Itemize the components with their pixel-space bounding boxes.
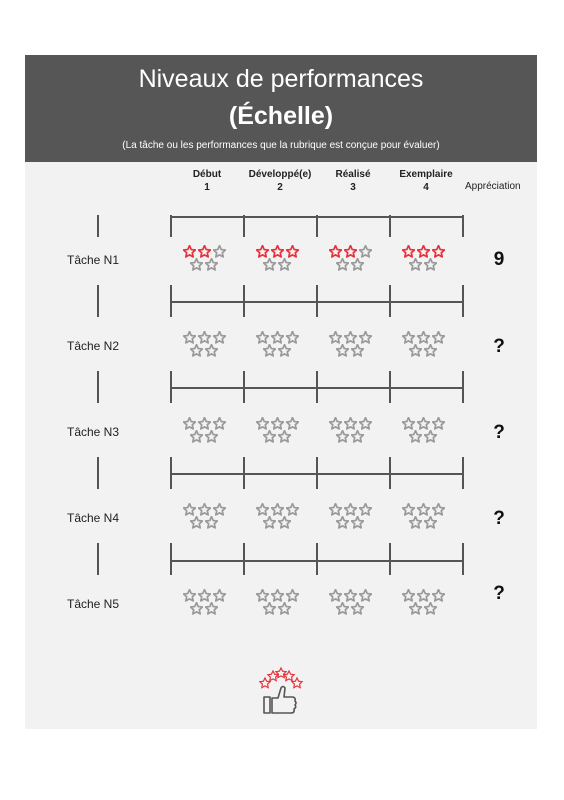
star-icon: [329, 331, 342, 344]
star-icon: [263, 602, 276, 615]
level-number: 1: [204, 182, 210, 193]
star-icon: [359, 245, 372, 258]
star-icon: [432, 417, 445, 430]
star-icon: [256, 417, 269, 430]
star-icon: [409, 344, 422, 357]
star-rating-cell[interactable]: [402, 589, 450, 617]
star-icon: [359, 589, 372, 602]
thumbs-up-with-stars-icon: [257, 664, 305, 716]
star-icon: [256, 245, 269, 258]
star-icon: [286, 417, 299, 430]
task-label: Tâche N1: [67, 253, 120, 267]
star-icon: [190, 258, 203, 271]
star-rating-cell[interactable]: [256, 589, 304, 617]
star-rating-cell[interactable]: [329, 417, 377, 445]
task-score: 9: [493, 249, 505, 270]
star-icon: [271, 503, 284, 516]
star-icon: [351, 430, 364, 443]
level-name: Début: [192, 169, 222, 180]
level-header-4: [386, 168, 466, 194]
star-rating-cell[interactable]: [183, 331, 231, 359]
star-rating-cell[interactable]: [256, 417, 304, 445]
star-icon: [432, 331, 445, 344]
star-icon: [271, 417, 284, 430]
star-rating-cell[interactable]: [329, 589, 377, 617]
grid-vertical-line: [97, 457, 99, 489]
grid-horizontal-line: [170, 560, 463, 562]
task-score: ?: [493, 422, 505, 443]
star-icon: [198, 417, 211, 430]
star-icon: [183, 417, 196, 430]
page-description: (La tâche ou les performances que la rubrique est conçue pour évaluer): [122, 140, 440, 151]
star-icon: [432, 589, 445, 602]
grid-vertical-line: [389, 215, 391, 237]
star-icon: [213, 503, 226, 516]
star-icon: [329, 417, 342, 430]
task-score: ?: [493, 508, 505, 529]
star-icon: [424, 602, 437, 615]
level-name: Exemplaire: [399, 169, 453, 180]
star-icon: [198, 245, 211, 258]
star-rating-cell[interactable]: [183, 417, 231, 445]
star-icon: [329, 245, 342, 258]
star-icon: [286, 589, 299, 602]
grid-vertical-line: [243, 215, 245, 237]
star-icon: [205, 344, 218, 357]
star-icon: [271, 331, 284, 344]
star-rating-cell[interactable]: [402, 331, 450, 359]
task-label: Tâche N4: [67, 511, 120, 525]
grid-vertical-line: [462, 215, 464, 237]
star-icon: [409, 258, 422, 271]
star-icon: [359, 503, 372, 516]
star-icon: [344, 331, 357, 344]
star-rating-cell[interactable]: [256, 331, 304, 359]
star-icon: [336, 430, 349, 443]
header-banner: [25, 55, 537, 162]
star-icon: [183, 503, 196, 516]
star-rating-cell[interactable]: [183, 503, 231, 531]
star-rating-cell[interactable]: [329, 331, 377, 359]
star-icon: [213, 417, 226, 430]
grid-horizontal-line: [170, 216, 463, 218]
level-name: Développé(e): [248, 169, 312, 180]
star-rating-cell[interactable]: [329, 503, 377, 531]
star-rating-cell[interactable]: [402, 245, 450, 273]
grid-vertical-line: [170, 543, 172, 575]
grid-vertical-line: [170, 215, 172, 237]
star-icon: [409, 430, 422, 443]
star-icon: [351, 516, 364, 529]
star-icon: [271, 245, 284, 258]
grid-vertical-line: [97, 285, 99, 317]
appreciation-header: Appréciation: [465, 181, 521, 192]
star-icon: [205, 258, 218, 271]
star-icon: [256, 331, 269, 344]
star-icon: [432, 503, 445, 516]
star-icon: [213, 331, 226, 344]
star-icon: [344, 245, 357, 258]
level-header-2: [240, 168, 320, 194]
star-icon: [417, 245, 430, 258]
star-icon: [263, 258, 276, 271]
star-icon: [351, 344, 364, 357]
star-icon: [278, 516, 291, 529]
star-icon: [417, 331, 430, 344]
star-icon: [417, 417, 430, 430]
star-icon: [278, 344, 291, 357]
task-score: ?: [493, 583, 505, 604]
star-icon: [256, 589, 269, 602]
task-label: Tâche N5: [67, 597, 120, 611]
star-icon: [278, 602, 291, 615]
star-icon: [336, 516, 349, 529]
star-icon: [424, 430, 437, 443]
star-icon: [344, 417, 357, 430]
star-icon: [344, 503, 357, 516]
star-icon: [205, 602, 218, 615]
star-icon: [190, 430, 203, 443]
star-rating-cell[interactable]: [183, 589, 231, 617]
star-rating-cell[interactable]: [183, 245, 231, 273]
star-icon: [402, 331, 415, 344]
star-icon: [256, 503, 269, 516]
star-icon: [329, 503, 342, 516]
level-header-1: [167, 168, 247, 194]
star-icon: [409, 516, 422, 529]
star-icon: [336, 258, 349, 271]
task-score: ?: [493, 336, 505, 357]
star-icon: [205, 516, 218, 529]
grid-vertical-line: [97, 215, 99, 237]
task-label: Tâche N2: [67, 339, 120, 353]
star-icon: [336, 602, 349, 615]
star-icon: [344, 589, 357, 602]
level-number: 2: [277, 182, 283, 193]
grid-vertical-line: [97, 543, 99, 575]
star-icon: [205, 430, 218, 443]
star-icon: [417, 503, 430, 516]
star-icon: [213, 245, 226, 258]
star-icon: [329, 589, 342, 602]
grid-horizontal-line: [170, 473, 463, 475]
star-icon: [278, 258, 291, 271]
star-icon: [286, 503, 299, 516]
star-icon: [286, 331, 299, 344]
star-icon: [351, 602, 364, 615]
grid-vertical-line: [97, 371, 99, 403]
page-title: Niveaux de performances: [138, 65, 424, 93]
star-icon: [278, 430, 291, 443]
star-rating-cell[interactable]: [402, 417, 450, 445]
star-icon: [190, 344, 203, 357]
star-icon: [402, 245, 415, 258]
grid-horizontal-line: [170, 301, 463, 303]
grid-vertical-line: [316, 215, 318, 237]
star-icon: [286, 245, 299, 258]
star-icon: [263, 430, 276, 443]
star-icon: [409, 602, 422, 615]
star-icon: [424, 516, 437, 529]
star-rating-cell[interactable]: [256, 245, 304, 273]
star-icon: [417, 589, 430, 602]
star-icon: [183, 245, 196, 258]
star-icon: [198, 589, 211, 602]
star-icon: [336, 344, 349, 357]
star-icon: [263, 344, 276, 357]
page-subtitle: (Échelle): [228, 102, 334, 130]
level-number: 3: [350, 182, 356, 193]
star-rating-cell[interactable]: [402, 503, 450, 531]
star-icon: [190, 516, 203, 529]
level-name: Réalisé: [335, 169, 371, 180]
star-icon: [198, 503, 211, 516]
star-icon: [402, 417, 415, 430]
star-rating-cell[interactable]: [256, 503, 304, 531]
grid-vertical-line: [316, 543, 318, 575]
star-icon: [213, 589, 226, 602]
star-icon: [359, 331, 372, 344]
star-icon: [183, 331, 196, 344]
star-icon: [424, 258, 437, 271]
rubric-sheet: [25, 55, 537, 729]
grid-vertical-line: [243, 543, 245, 575]
grid-horizontal-line: [170, 387, 463, 389]
star-icon: [190, 602, 203, 615]
star-icon: [198, 331, 211, 344]
level-number: 4: [423, 182, 429, 193]
star-icon: [271, 589, 284, 602]
star-icon: [402, 503, 415, 516]
star-rating-cell[interactable]: [329, 245, 377, 273]
star-icon: [432, 245, 445, 258]
grid-vertical-line: [389, 543, 391, 575]
task-label: Tâche N3: [67, 425, 120, 439]
grid-vertical-line: [462, 543, 464, 575]
star-icon: [351, 258, 364, 271]
star-icon: [402, 589, 415, 602]
level-header-3: [313, 168, 393, 194]
star-icon: [183, 589, 196, 602]
star-icon: [424, 344, 437, 357]
star-icon: [263, 516, 276, 529]
star-icon: [359, 417, 372, 430]
